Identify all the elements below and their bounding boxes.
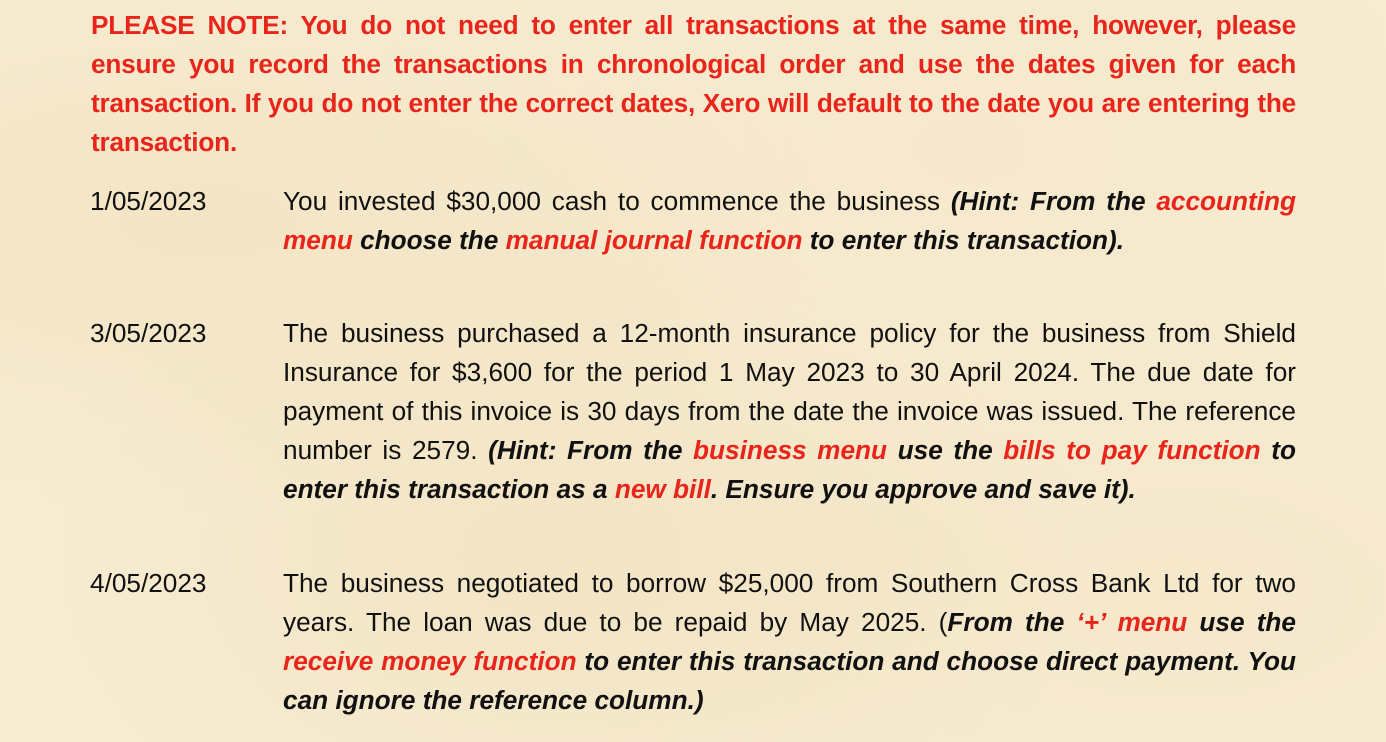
transaction-description — [283, 314, 1296, 509]
hint-accounting-menu: accounting menu — [283, 186, 1296, 255]
description-text: The business purchased a 12-month insurance policy for the business from Shield Insurance for $3,600 for the period 1 May 2023 to 30 April 2024. The due date for payment of this invoice is 30 days from the date the invoice was issued. The reference number is 2579. — [283, 318, 1296, 465]
transaction-description — [283, 182, 1296, 260]
hint-new-bill: new bill — [614, 474, 711, 504]
transaction-date: 4/05/2023 — [90, 568, 207, 598]
hint-open: (Hint: From the — [950, 186, 1157, 216]
hint-close: to enter this transaction and choose direct payment. You can ignore the reference column.) — [283, 646, 1296, 715]
description-text: You invested $30,000 cash to commence the business — [283, 186, 951, 216]
transaction-date: 1/05/2023 — [90, 186, 207, 216]
hint-plus-menu: ‘+’ menu — [1076, 607, 1188, 637]
please-note-notice: PLEASE NOTE: You do not need to enter all transactions at the same time, however, please ensure you record the transactions in chronological order and use the dates given for each transaction. If you do not enter the correct dates, Xero will default to the date you are entering the transaction. — [91, 10, 1296, 157]
hint-open: From the — [947, 607, 1077, 637]
hint-close: . Ensure you approve and save it). — [710, 474, 1136, 504]
hint-receive-money-function: receive money function — [283, 646, 577, 676]
hint-text: use the — [1187, 607, 1296, 637]
hint-text: choose the — [352, 225, 506, 255]
description-text: The business negotiated to borrow $25,000 from Southern Cross Bank Ltd for two years. The loan was due to be repaid by May 2025. ( — [283, 568, 1296, 637]
transaction-description — [283, 564, 1296, 720]
hint-bills-to-pay-function: bills to pay function — [1003, 435, 1261, 465]
hint-close: to enter this transaction). — [802, 225, 1125, 255]
hint-text: use the — [887, 435, 1004, 465]
hint-open: (Hint: From the — [488, 435, 694, 465]
hint-manual-journal-function: manual journal function — [505, 225, 803, 255]
hint-text: to enter this transaction as a — [283, 435, 1296, 504]
transaction-date: 3/05/2023 — [90, 318, 207, 348]
hint-business-menu: business menu — [693, 435, 888, 465]
